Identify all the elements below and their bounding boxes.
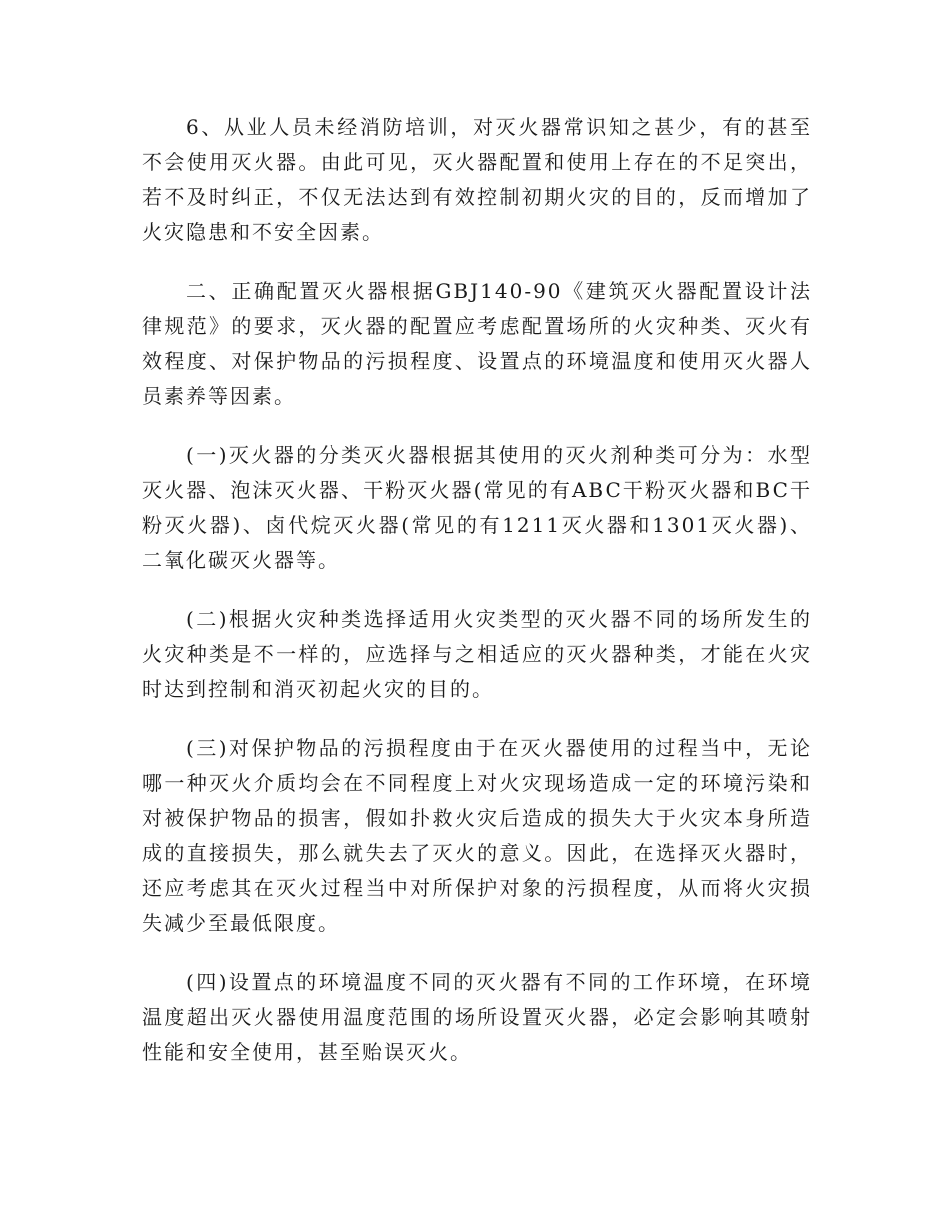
paragraph-fire-type-selection: (二)根据火灾种类选择适用火灾类型的灭火器不同的场所发生的火灾种类是不一样的，应选择与之相适应的灭火器种类，才能在火灾时达到控制和消灭初起火灾的目的。: [142, 607, 812, 701]
document-body: [142, 110, 812, 1094]
paragraph-ambient-temperature: (四)设置点的环境温度不同的灭火器有不同的工作环境，在环境温度超出灭火器使用温度范围的场所设置灭火器，必定会影响其喷射性能和安全使用，甚至贻误灭火。: [142, 970, 812, 1064]
paragraph-extinguisher-classification: (一)灭火器的分类灭火器根据其使用的灭火剂种类可分为：水型灭火器、泡沫灭火器、干粉灭火器(常见的有ABC干粉灭火器和BC干粉灭火器)、卤代烷灭火器(常见的有1211灭火器和1301灭火器)、二氧化碳灭火器等。: [142, 443, 812, 572]
paragraph-contamination-degree: (三)对保护物品的污损程度由于在灭火器使用的过程当中，无论哪一种灭火介质均会在不同程度上对火灾现场造成一定的环境污染和对被保护物品的损害，假如扑救火灾后造成的损失大于火灾本身所造成的直接损失，那么就失去了灭火的意义。因此，在选择灭火器时，还应考虑其在灭火过程当中对所保护对象的污损程度，从而将火灾损失减少至最低限度。: [142, 736, 812, 935]
paragraph-correct-configuration: 二、正确配置灭火器根据GBJ140-90《建筑灭火器配置设计法律规范》的要求，灭火器的配置应考虑配置场所的火灾种类、灭火有效程度、对保护物品的污损程度、设置点的环境温度和使用灭火器人员素养等因素。: [142, 279, 812, 408]
paragraph-untrained-staff: 6、从业人员未经消防培训，对灭火器常识知之甚少，有的甚至不会使用灭火器。由此可见，灭火器配置和使用上存在的不足突出，若不及时纠正，不仅无法达到有效控制初期火灾的目的，反而增加了火灾隐患和不安全因素。: [142, 115, 812, 244]
